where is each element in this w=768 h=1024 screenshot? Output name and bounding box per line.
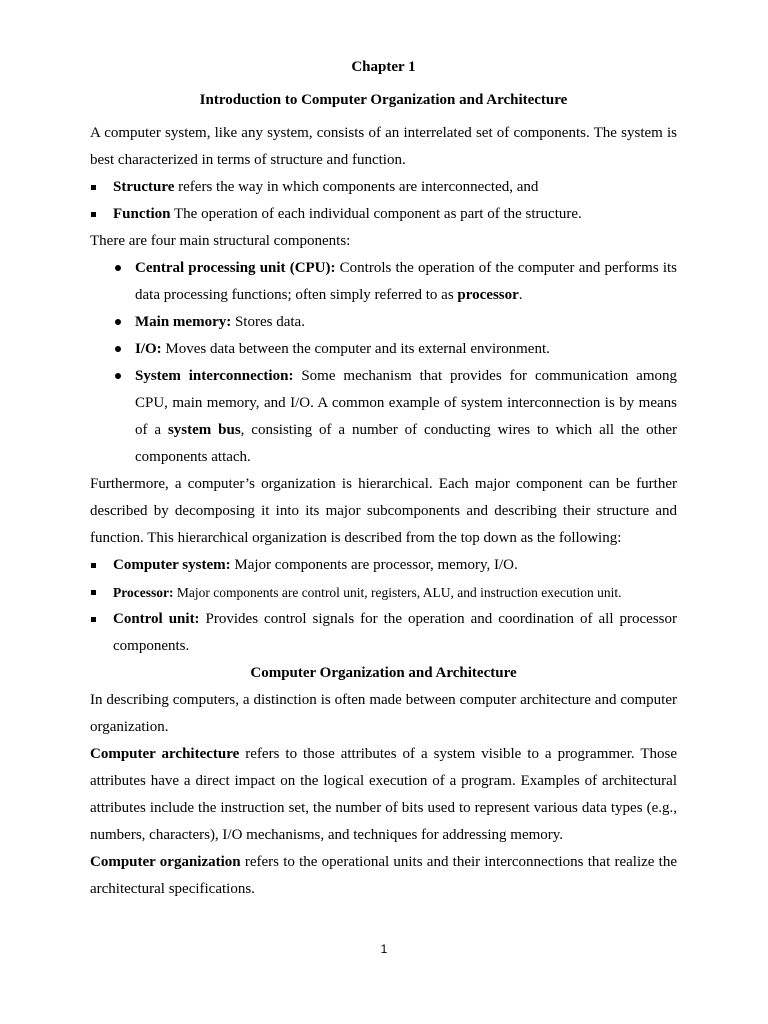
list-item: Control unit: Provides control signals for the operation and coordination of all processor components. — [90, 606, 677, 660]
list-item-cpu: Central processing unit (CPU): Controls the operation of the computer and performs its data processing functions; often simply referred to as processor. — [113, 255, 677, 309]
structure-function-list — [90, 174, 677, 228]
document-page — [90, 54, 677, 903]
section-heading: Computer Organization and Architecture — [250, 665, 517, 681]
architecture-paragraph: Computer architecture refers to those attributes of a system visible to a programmer. Those attributes have a direct impact on the logical execution of a program. Examples of architectural attributes include the instruction set, the number of bits used to represent various data types (e.g., numbers, characters), I/O mechanisms, and techniques for addressing memory. — [90, 746, 677, 843]
round-bullet-icon — [115, 346, 121, 352]
chapter-heading: Chapter 1 — [351, 59, 416, 75]
list-item: Structure refers the way in which components are interconnected, and — [90, 174, 677, 201]
square-bullet-icon — [91, 212, 96, 217]
intro-paragraph: A computer system, like any system, consists of an interrelated set of components. The system is best characterized in terms of structure and function. — [90, 125, 677, 168]
round-bullet-icon — [115, 265, 121, 271]
list-item-memory: Main memory: Stores data. — [113, 309, 677, 336]
structural-components-list — [90, 255, 677, 471]
list-item: Processor: Major components are control unit, registers, ALU, and instruction execution unit. — [90, 579, 677, 606]
distinction-paragraph: In describing computers, a distinction is often made between computer architecture and computer organization. — [90, 692, 677, 735]
hierarchy-paragraph: Furthermore, a computer’s organization is hierarchical. Each major component can be further described by decomposing it into its major subcomponents and describing their structure and function. This hierarchical organization is described from the top down as the following: — [90, 476, 677, 546]
square-bullet-icon — [91, 563, 96, 568]
square-bullet-icon — [91, 185, 96, 190]
chapter-title: Introduction to Computer Organization and Architecture — [199, 92, 568, 108]
list-item: Computer system: Major components are processor, memory, I/O. — [90, 552, 677, 579]
list-item: Function The operation of each individual component as part of the structure. — [90, 201, 677, 228]
four-main-paragraph: There are four main structural components: — [90, 233, 351, 249]
page-number: 1 — [380, 942, 388, 956]
list-item-io: I/O: Moves data between the computer and its external environment. — [113, 336, 677, 363]
round-bullet-icon — [115, 319, 121, 325]
hierarchy-list — [90, 552, 677, 660]
square-bullet-icon — [91, 617, 96, 622]
square-bullet-icon — [91, 590, 96, 595]
round-bullet-icon — [115, 373, 121, 379]
organization-paragraph: Computer organization refers to the operational units and their interconnections that realize the architectural specifications. — [90, 854, 677, 897]
list-item-system-interconnection: System interconnection: Some mechanism that provides for communication among CPU, main memory, and I/O. A common example of system interconnection is by means of a system bus, consisting of a number of conducting wires to which all the other components attach. — [113, 363, 677, 471]
